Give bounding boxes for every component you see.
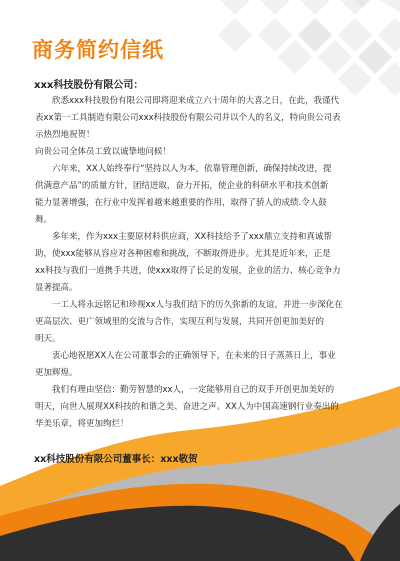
letter-paragraph xyxy=(35,144,400,161)
letter-paragraph xyxy=(35,348,400,382)
paragraph-line: 显著提高。 xyxy=(35,283,78,293)
paragraph-line: 明天。 xyxy=(35,334,61,344)
paragraph-line: 衷心地祝愿XX人在公司董事会的正确领导下，在未来的日子蒸蒸日上，事业 xyxy=(52,351,336,361)
paragraph-line: 多年来，作为xxx主要原材料供应商，XX科技给予了xxx鼎立支持和真诚帮 xyxy=(52,232,332,242)
paragraph-line: 能力显著增强，在行业中发挥着越来越重要的作用，取得了骄人的成绩.令人鼓 xyxy=(35,198,327,208)
letter-body xyxy=(35,93,400,433)
paragraph-line: 明天，向世人展现XX科技的和谐之美、奋进之声。XX人为中国高速钢行业奏出的 xyxy=(35,402,339,412)
paragraph-line: 表xx第一工具制造有限公司xxx科技股份有限公司并以个人的名义，特向贵公司表 xyxy=(35,113,341,123)
paragraph-line: 供满意产品”的质量方针，团结进取，奋力开拓，使企业的科研水平和技术创新 xyxy=(35,181,329,191)
paragraph-line: 华美乐章，将更加绚烂！ xyxy=(35,419,129,429)
paragraph-line: 更高层次、更广领域里的交流与合作，实现互利与发展，共同开创更加美好的 xyxy=(35,317,325,327)
paragraph-line: 向贵公司全体员工致以诚挚地问候！ xyxy=(35,147,172,157)
paragraph-line: 六年来，XX人始终奉行“坚持以人为本，依靠管理创新，确保持续改进，提 xyxy=(52,164,332,174)
letter-paragraph xyxy=(35,161,400,229)
letter-paragraph xyxy=(35,93,400,144)
letter-signature: xx科技股份有限公司董事长：xxx敬贺 xyxy=(34,454,198,465)
letter-paragraph xyxy=(35,229,400,297)
paragraph-line: 我们有理由坚信：勤劳智慧的xx人，一定能够用自己的双手开创更加美好的 xyxy=(52,385,335,395)
page-title: 商务简约信纸 xyxy=(32,38,164,62)
letter-salutation: xxx科技股份有限公司： xyxy=(34,80,144,91)
paragraph-line: 助，使xxx能够从容应对各种困难和挑战，不断取得进步。尤其是近年来，正是 xyxy=(35,249,331,259)
letter-paragraph xyxy=(35,382,400,433)
paragraph-line: 欣悉xxx科技股份有限公司即将迎来成立六十周年的大喜之日，在此，我谨代 xyxy=(52,96,340,106)
letter-paragraph xyxy=(35,297,400,348)
paragraph-line: 更加辉煌。 xyxy=(35,368,78,378)
paragraph-line: 示热烈地祝贺！ xyxy=(35,130,95,140)
paragraph-line: xx科技与我们一道携手共进，使xxx取得了长足的发展，企业的活力、核心竞争力 xyxy=(35,266,341,276)
paragraph-line: 舞。 xyxy=(35,215,53,225)
paragraph-line: 一工人将永远铭记和珍视xx人与我们结下的历久弥新的友谊，并进一步深化在 xyxy=(52,300,343,310)
